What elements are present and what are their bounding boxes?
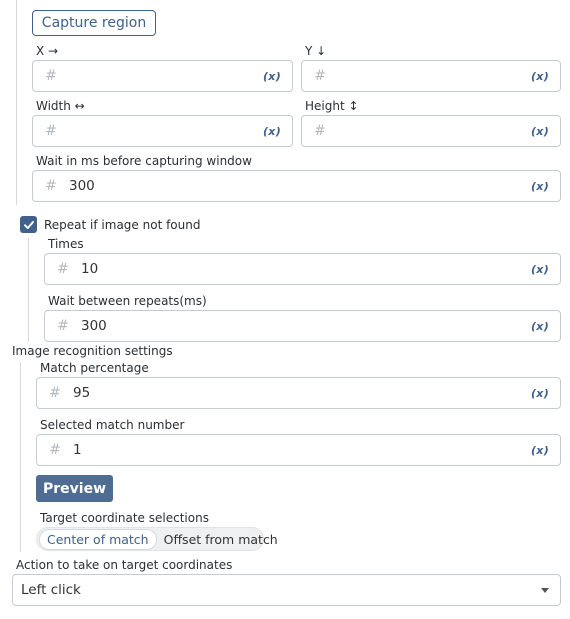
number-icon: # <box>49 442 61 458</box>
variable-icon[interactable]: (x) <box>530 386 550 400</box>
x-label: X → <box>36 44 59 58</box>
y-field[interactable] <box>301 60 561 92</box>
variable-icon[interactable]: (x) <box>262 69 282 83</box>
variable-icon[interactable]: (x) <box>262 124 282 138</box>
center-of-match-option[interactable]: Center of match <box>39 529 157 550</box>
selected-match-number-field[interactable] <box>36 434 561 466</box>
wait-before-capture-label: Wait in ms before capturing window <box>36 154 252 168</box>
variable-icon[interactable]: (x) <box>530 179 550 193</box>
times-value[interactable]: 10 <box>81 261 99 277</box>
times-field[interactable] <box>44 253 561 285</box>
action-select[interactable] <box>12 574 561 606</box>
x-field[interactable] <box>32 60 293 92</box>
wait-between-repeats-field[interactable] <box>44 310 561 342</box>
variable-icon[interactable]: (x) <box>530 262 550 276</box>
wait-between-repeats-value[interactable]: 300 <box>81 318 107 334</box>
height-field[interactable] <box>301 115 561 147</box>
selected-match-number-value[interactable]: 1 <box>73 442 82 458</box>
target-coordinate-selections-label: Target coordinate selections <box>40 511 209 525</box>
width-label: Width ↔ <box>36 99 85 113</box>
preview-button[interactable]: Preview <box>36 475 113 502</box>
number-icon: # <box>57 261 69 277</box>
wait-before-capture-value[interactable]: 300 <box>69 178 95 194</box>
y-label: Y ↓ <box>305 44 327 58</box>
variable-icon[interactable]: (x) <box>530 69 550 83</box>
variable-icon[interactable]: (x) <box>530 124 550 138</box>
variable-icon[interactable]: (x) <box>530 443 550 457</box>
recognition-section-guide <box>20 362 21 552</box>
selected-match-number-label: Selected match number <box>40 418 185 432</box>
repeat-section-guide <box>28 238 29 342</box>
number-icon: # <box>45 178 57 194</box>
number-icon: # <box>314 123 326 139</box>
variable-icon[interactable]: (x) <box>530 319 550 333</box>
number-icon: # <box>45 68 57 84</box>
target-coordinate-toggle <box>36 527 278 551</box>
match-percentage-label: Match percentage <box>40 361 149 375</box>
match-percentage-value[interactable]: 95 <box>73 385 91 401</box>
number-icon: # <box>45 123 57 139</box>
number-icon: # <box>314 68 326 84</box>
height-label: Height ↕ <box>305 99 359 113</box>
capture-region-button[interactable]: Capture region <box>32 10 156 36</box>
times-label: Times <box>48 237 84 251</box>
image-recognition-section-title: Image recognition settings <box>12 344 173 358</box>
action-label: Action to take on target coordinates <box>16 558 233 572</box>
wait-before-capture-field[interactable] <box>32 170 561 202</box>
width-field[interactable] <box>32 115 293 147</box>
repeat-checkbox[interactable] <box>20 216 37 233</box>
checkmark-icon <box>23 219 35 231</box>
wait-between-repeats-label: Wait between repeats(ms) <box>48 294 207 308</box>
repeat-checkbox-label[interactable]: Repeat if image not found <box>44 218 201 232</box>
number-icon: # <box>49 385 61 401</box>
capture-section-guide <box>16 0 17 205</box>
action-select-value: Left click <box>21 582 81 598</box>
match-percentage-field[interactable] <box>36 377 561 409</box>
offset-from-match-option[interactable]: Offset from match <box>163 531 278 547</box>
number-icon: # <box>57 318 69 334</box>
chevron-down-icon <box>541 588 549 593</box>
